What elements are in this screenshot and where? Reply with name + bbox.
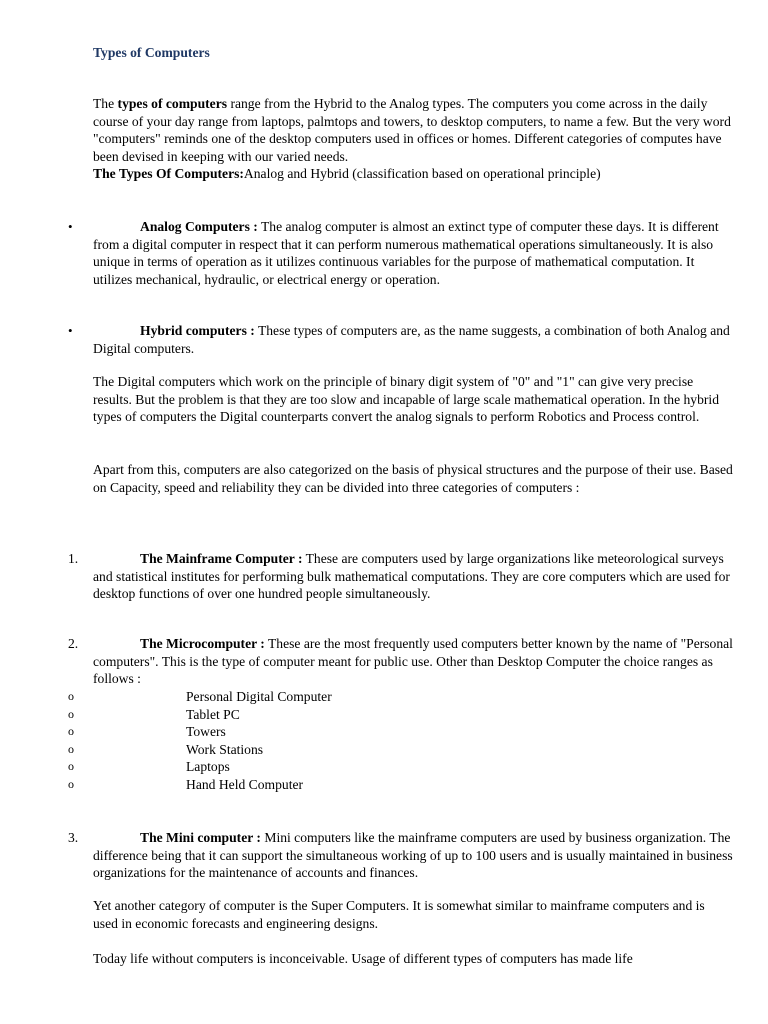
mainframe-text: These are computers used by large organizations like meteorological surveys and statistical institutes for performing bulk mathematical computations. They are core computers which are used for desktop functions of over one hundred people simultaneously. bbox=[93, 551, 730, 602]
microcomputer-text: These are the most frequently used computers better known by the name of "Personal computers". This is the type of computer meant for public use. Other than Desktop Computer the choice ranges as follows : bbox=[93, 636, 733, 687]
intro-paragraph bbox=[93, 95, 733, 165]
sub-list-marker: o bbox=[68, 759, 74, 773]
sub-list-marker: o bbox=[68, 689, 74, 703]
mainframe-bold: The Mainframe Computer : bbox=[140, 551, 303, 566]
minicomputer-text: Mini computers like the mainframe computers are used by business organization. The difference being that it can support the simultaneous working of up to 100 users and is usually maintained in business organizations for the maintenance of accounts and finances. bbox=[93, 830, 733, 881]
bullet-marker: • bbox=[68, 219, 73, 234]
types-line-bold: The Types Of Computers: bbox=[93, 166, 244, 181]
bullet-hybrid bbox=[93, 322, 733, 357]
types-line-text: Analog and Hybrid (classification based on operational principle) bbox=[243, 166, 601, 181]
super-paragraph: Yet another category of computer is the Super Computers. It is somewhat similar to mainframe computers and is used in economic forecasts and engineering designs. bbox=[93, 898, 705, 931]
bullet-hybrid-bold: Hybrid computers : bbox=[140, 323, 255, 338]
sub-list-marker: o bbox=[68, 724, 74, 738]
numbered-marker: 2. bbox=[68, 636, 79, 651]
intro-pre: The bbox=[93, 96, 118, 111]
list-item: Hand Held Computer bbox=[186, 777, 304, 792]
sub-list-marker: o bbox=[68, 707, 74, 721]
bullet-analog-bold: Analog Computers : bbox=[140, 219, 258, 234]
types-line bbox=[93, 165, 733, 183]
numbered-microcomputer bbox=[93, 635, 733, 688]
intro-bold: types of computers bbox=[117, 96, 228, 111]
sub-list-marker: o bbox=[68, 777, 74, 791]
bullet-hybrid-text: These types of computers are, as the name suggests, a combination of both Analog and Digital computers. bbox=[93, 323, 730, 356]
numbered-marker: 3. bbox=[68, 830, 79, 845]
document-title: Types of Computers bbox=[93, 45, 210, 60]
today-paragraph: Today life without computers is inconceivable. Usage of different types of computers has made life bbox=[93, 951, 633, 966]
bullet-analog-text: The analog computer is almost an extinct type of computer these days. It is different from a digital computer in respect that it can perform numerous mathematical operations simultaneously. It is also unique in terms of operation as it utilizes continuous variables for the purpose of mathematical computation. It utilizes mechanical, hydraulic, or electrical energy or operation. bbox=[93, 219, 719, 287]
list-item: Tablet PC bbox=[186, 707, 240, 722]
sub-list-marker: o bbox=[68, 742, 74, 756]
list-item: Towers bbox=[186, 724, 226, 739]
list-item: Personal Digital Computer bbox=[186, 689, 332, 704]
digital-paragraph: The Digital computers which work on the principle of binary digit system of "0" and "1" can give very precise results. But the problem is that they are too slow and incapable of large scale mathematical operation. In the hybrid types of computers the Digital counterparts convert the analog signals to perform Robotics and Process control. bbox=[93, 374, 720, 425]
numbered-minicomputer bbox=[93, 829, 733, 882]
apart-paragraph: Apart from this, computers are also categorized on the basis of physical structures and the purpose of their use. Based on Capacity, speed and reliability they can be divided into three categories of computers : bbox=[93, 462, 733, 495]
list-item: Work Stations bbox=[186, 742, 264, 757]
intro-post: range from the Hybrid to the Analog types. The computers you come across in the daily course of your day range from laptops, palmtops and towers, to desktop computers, to name a few. But the very word "computers" reminds one of the desktop computers used in offices or homes. Different categories of computes have been devised in keeping with our varied needs. bbox=[93, 96, 731, 164]
numbered-mainframe bbox=[93, 550, 733, 603]
microcomputer-bold: The Microcomputer : bbox=[140, 636, 265, 651]
list-item: Laptops bbox=[186, 759, 230, 774]
bullet-marker: • bbox=[68, 323, 73, 338]
numbered-marker: 1. bbox=[68, 551, 79, 566]
minicomputer-bold: The Mini computer : bbox=[140, 830, 261, 845]
bullet-analog bbox=[93, 218, 733, 288]
